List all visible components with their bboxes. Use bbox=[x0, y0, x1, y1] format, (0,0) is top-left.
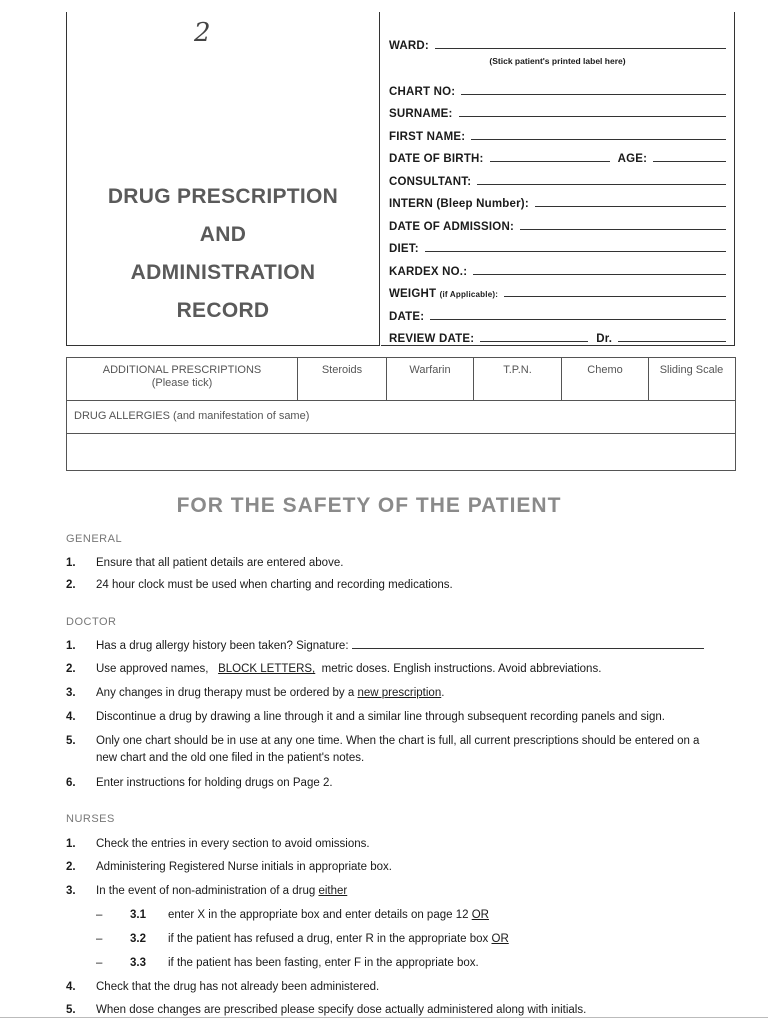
item-number: 1. bbox=[66, 838, 76, 850]
title-line: ADMINISTRATION bbox=[130, 261, 316, 284]
item-text: Check the entries in every section to avoid omissions. bbox=[96, 838, 370, 850]
consultant-label: CONSULTANT: bbox=[389, 176, 472, 188]
item-text: Check that the drug has not already been administered. bbox=[96, 981, 380, 993]
dob-line[interactable] bbox=[490, 157, 610, 162]
item-number: 4. bbox=[66, 711, 76, 723]
item-number: 4. bbox=[66, 981, 76, 993]
ward-field[interactable] bbox=[389, 32, 726, 52]
steroids-label: Steroids bbox=[321, 364, 363, 376]
item-number: 3. bbox=[66, 687, 76, 699]
intern-label: INTERN (Bleep Number): bbox=[389, 198, 529, 210]
surname-label: SURNAME: bbox=[389, 108, 453, 120]
surname-field[interactable] bbox=[389, 100, 726, 120]
item-number: 3. bbox=[66, 885, 76, 897]
or-text: OR bbox=[491, 933, 509, 945]
weight-line[interactable] bbox=[504, 292, 726, 297]
intern-field[interactable] bbox=[389, 190, 726, 210]
ward-line[interactable] bbox=[435, 44, 726, 49]
dash-marker: – bbox=[96, 933, 103, 945]
subitem-text bbox=[168, 955, 479, 972]
item-text: Administering Registered Nurse initials in appropriate box. bbox=[96, 861, 392, 873]
new-prescription-text: new prescription bbox=[357, 687, 442, 699]
subitem-body: if the patient has refused a drug, enter R in the appropriate box bbox=[168, 933, 489, 945]
ward-label: WARD: bbox=[389, 40, 429, 52]
dob-age-field[interactable] bbox=[389, 145, 726, 165]
subitem-text bbox=[168, 931, 509, 948]
diet-label: DIET: bbox=[389, 243, 419, 255]
sliding-scale-label: Sliding Scale bbox=[659, 364, 724, 376]
dash-marker: – bbox=[96, 909, 103, 921]
date-line[interactable] bbox=[430, 315, 726, 320]
age-line[interactable] bbox=[653, 157, 726, 162]
doctor-item-1 bbox=[66, 638, 736, 655]
consultant-field[interactable] bbox=[389, 168, 726, 188]
item-text bbox=[96, 661, 736, 678]
kardex-line[interactable] bbox=[473, 270, 726, 275]
item-text-part: Use approved names, bbox=[96, 663, 209, 675]
review-date-field[interactable] bbox=[389, 325, 726, 345]
tpn-checkbox-cell[interactable] bbox=[474, 358, 562, 400]
kardex-label: KARDEX NO.: bbox=[389, 266, 468, 278]
patient-details-panel bbox=[381, 12, 735, 346]
label-sticker-note: (Stick patient's printed label here) bbox=[489, 56, 626, 66]
item-text-part: Any changes in drug therapy must be ordered by a bbox=[96, 687, 355, 699]
doctor-item-3 bbox=[66, 685, 736, 702]
item-number: 5. bbox=[66, 1004, 76, 1016]
allergy-question: Has a drug allergy history been taken? Signature: bbox=[96, 640, 349, 652]
dr-line[interactable] bbox=[618, 337, 726, 342]
general-heading: GENERAL bbox=[66, 533, 123, 545]
subitem-text bbox=[168, 907, 489, 924]
chart-no-field[interactable] bbox=[389, 78, 726, 98]
additional-prescriptions-label: ADDITIONAL PRESCRIPTIONS bbox=[102, 364, 262, 376]
intern-line[interactable] bbox=[535, 202, 726, 207]
additional-prescriptions-cell bbox=[67, 358, 298, 400]
page-bottom-rule bbox=[0, 1017, 768, 1018]
dash-marker: – bbox=[96, 957, 103, 969]
admission-line[interactable] bbox=[520, 225, 726, 230]
nurses-heading: NURSES bbox=[66, 813, 115, 825]
chart-no-line[interactable] bbox=[461, 90, 726, 95]
prescription-flags-table bbox=[66, 357, 736, 471]
item-text: Enter instructions for holding drugs on Page 2. bbox=[96, 777, 333, 789]
admission-label: DATE OF ADMISSION: bbox=[389, 221, 514, 233]
date-field[interactable] bbox=[389, 303, 726, 323]
subitem-body: enter X in the appropriate box and enter details on page 12 bbox=[168, 909, 469, 921]
item-number: 1. bbox=[66, 557, 76, 569]
chemo-label: Chemo bbox=[587, 364, 623, 376]
item-number: 2. bbox=[66, 579, 76, 591]
weight-label-text: WEIGHT bbox=[389, 288, 437, 300]
nurses-item-4 bbox=[66, 979, 736, 996]
kardex-field[interactable] bbox=[389, 258, 726, 278]
first-name-field[interactable] bbox=[389, 123, 726, 143]
block-letters-text: BLOCK LETTERS, bbox=[218, 663, 316, 675]
item-text-part: In the event of non-administration of a drug bbox=[96, 885, 316, 897]
warfarin-checkbox-cell[interactable] bbox=[387, 358, 474, 400]
subitem-body: if the patient has been fasting, enter F in the appropriate box. bbox=[168, 957, 479, 969]
consultant-line[interactable] bbox=[477, 180, 726, 185]
doctor-item-2 bbox=[66, 661, 736, 678]
subitem-number: 3.3 bbox=[130, 957, 146, 969]
admission-date-field[interactable] bbox=[389, 213, 726, 233]
please-tick-label: (Please tick) bbox=[151, 377, 213, 389]
item-text-part: . bbox=[441, 687, 445, 699]
diet-line[interactable] bbox=[425, 247, 726, 252]
signature-line[interactable] bbox=[352, 638, 704, 649]
either-text: either bbox=[318, 885, 348, 897]
date-label: DATE: bbox=[389, 311, 425, 323]
item-text bbox=[96, 685, 736, 702]
weight-label bbox=[389, 288, 504, 300]
item-text-part: metric doses. English instructions. Avoid abbreviations. bbox=[321, 663, 602, 675]
drug-allergies-row[interactable] bbox=[67, 400, 735, 434]
flags-row bbox=[67, 358, 735, 401]
review-date-line[interactable] bbox=[480, 337, 588, 342]
first-name-line[interactable] bbox=[471, 135, 726, 140]
item-number: 1. bbox=[66, 640, 76, 652]
title-line: RECORD bbox=[176, 299, 270, 322]
drug-allergies-label: DRUG ALLERGIES (and manifestation of same) bbox=[74, 410, 310, 422]
first-name-label: FIRST NAME: bbox=[389, 131, 466, 143]
general-item-1 bbox=[66, 555, 736, 572]
dob-label: DATE OF BIRTH: bbox=[389, 153, 484, 165]
doctor-item-5 bbox=[66, 733, 706, 767]
title-line: DRUG PRESCRIPTION bbox=[107, 185, 339, 208]
chemo-checkbox-cell[interactable] bbox=[562, 358, 649, 400]
dr-label: Dr. bbox=[596, 333, 613, 345]
safety-title: FOR THE SAFETY OF THE PATIENT bbox=[176, 494, 562, 517]
item-text: Discontinue a drug by drawing a line through it and a similar line through subsequent recording panels and sign. bbox=[96, 711, 665, 723]
diet-field[interactable] bbox=[389, 235, 726, 255]
item-number: 6. bbox=[66, 777, 76, 789]
item-text bbox=[96, 638, 736, 655]
item-text: When dose changes are prescribed please specify dose actually administered along with initials. bbox=[96, 1004, 587, 1016]
sliding-scale-checkbox-cell[interactable] bbox=[649, 358, 734, 400]
review-date-label: REVIEW DATE: bbox=[389, 333, 475, 345]
doctor-item-4 bbox=[66, 709, 736, 726]
weight-note: (if Applicable): bbox=[439, 290, 499, 299]
item-number: 5. bbox=[66, 735, 76, 747]
item-text: 24 hour clock must be used when charting and recording medications. bbox=[96, 579, 453, 591]
doctor-heading: DOCTOR bbox=[66, 616, 117, 628]
general-item-2 bbox=[66, 577, 736, 594]
surname-line[interactable] bbox=[459, 112, 726, 117]
item-text: Ensure that all patient details are entered above. bbox=[96, 557, 344, 569]
doctor-item-6 bbox=[66, 775, 736, 792]
warfarin-label: Warfarin bbox=[409, 364, 451, 376]
item-number: 2. bbox=[66, 663, 76, 675]
age-label: AGE: bbox=[617, 153, 648, 165]
nurses-item-3 bbox=[66, 883, 736, 900]
nurses-item-1 bbox=[66, 836, 736, 853]
item-text: Only one chart should be in use at any one time. When the chart is full, all current prescriptions should be entered on a new chart and the old one filed in the patient's notes. bbox=[96, 735, 700, 764]
or-text: OR bbox=[471, 909, 489, 921]
title-line: AND bbox=[199, 223, 247, 246]
item-text bbox=[96, 883, 736, 900]
chart-no-label: CHART NO: bbox=[389, 86, 456, 98]
steroids-checkbox-cell[interactable] bbox=[298, 358, 387, 400]
nurses-item-2 bbox=[66, 859, 736, 876]
subitem-number: 3.1 bbox=[130, 909, 146, 921]
weight-field[interactable] bbox=[389, 280, 726, 300]
page-number-handwritten: 2 bbox=[194, 18, 211, 48]
tpn-label: T.P.N. bbox=[503, 364, 532, 376]
record-title bbox=[66, 178, 380, 330]
subitem-number: 3.2 bbox=[130, 933, 146, 945]
item-number: 2. bbox=[66, 861, 76, 873]
